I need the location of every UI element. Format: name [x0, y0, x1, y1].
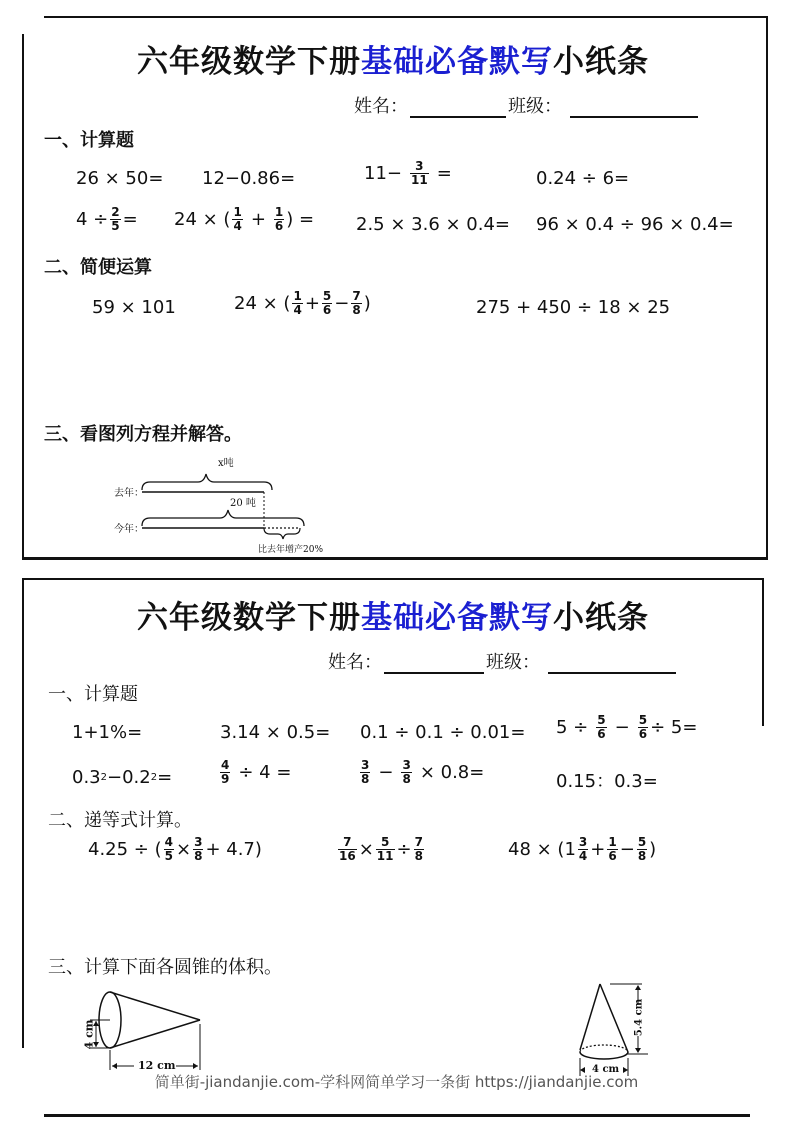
- denominator: 6: [608, 848, 617, 863]
- name-label: 姓名：: [354, 96, 408, 117]
- bar-diagram: [114, 454, 334, 554]
- expression: 2.5 × 3.6 × 0.4=: [356, 214, 511, 235]
- name-class-row: [354, 92, 700, 118]
- denominator: 9: [221, 771, 230, 786]
- numerator: 3: [415, 159, 424, 173]
- expression: 59 × 101: [92, 297, 176, 318]
- denominator: 16: [339, 848, 356, 863]
- name-class-row: [328, 648, 678, 674]
- operator: ×: [358, 838, 374, 860]
- denominator: 11: [411, 172, 428, 187]
- expression: [336, 836, 426, 862]
- expr-text: ): [649, 838, 657, 860]
- name-field[interactable]: [410, 98, 506, 118]
- denominator: 4: [233, 218, 242, 233]
- operator: +: [590, 838, 606, 860]
- denominator: 6: [322, 302, 332, 317]
- height-label: 12 cm: [138, 1059, 176, 1072]
- expr-text: + 4.7): [205, 838, 262, 860]
- denominator: 6: [638, 726, 648, 741]
- section-heading: 三、看图列方程并解答。: [44, 424, 242, 445]
- fraction: [338, 836, 357, 862]
- height-label: 5.4 cm: [633, 998, 645, 1037]
- label-x: x吨: [218, 458, 234, 469]
- operator: ÷: [396, 838, 412, 860]
- numerator: 5: [380, 835, 390, 849]
- fraction: [376, 836, 395, 862]
- fraction: [360, 759, 370, 785]
- title-suffix: 小纸条: [553, 44, 649, 80]
- expr-text: 24 × (: [174, 208, 231, 230]
- expression: 0.15：0.3=: [556, 771, 658, 792]
- expression: [72, 767, 172, 788]
- expr-text: ÷ 5=: [650, 716, 698, 738]
- class-label: 班级：: [486, 652, 540, 673]
- page-title: [22, 36, 764, 81]
- denominator: 4: [578, 848, 588, 863]
- cone-figure-2: [568, 978, 678, 1078]
- fraction: [638, 714, 648, 740]
- fraction: [193, 836, 203, 862]
- denominator: 8: [414, 848, 423, 863]
- numerator: 7: [343, 835, 352, 849]
- numerator: 7: [414, 835, 423, 849]
- fraction: [637, 836, 647, 862]
- numerator: 1: [293, 289, 302, 303]
- denominator: 6: [274, 218, 284, 233]
- denominator: 8: [352, 302, 361, 317]
- expr-text: 24 × (: [234, 292, 291, 314]
- border-bottom: [22, 557, 768, 560]
- section-heading: 一、计算题: [48, 684, 138, 705]
- numerator: 3: [361, 758, 370, 772]
- expr-text: × 0.8=: [419, 761, 485, 783]
- numerator: 3: [402, 758, 411, 772]
- fraction: [401, 759, 411, 785]
- fraction: [274, 206, 284, 232]
- denominator: 5: [164, 848, 173, 863]
- fraction: [220, 759, 230, 785]
- bar-diagram-svg: [114, 454, 334, 554]
- border-left: [22, 34, 24, 559]
- denominator: 8: [402, 771, 411, 786]
- name-field[interactable]: [384, 654, 484, 674]
- numerator: 5: [637, 835, 647, 849]
- section-heading: 二、递等式计算。: [48, 810, 192, 831]
- title-highlight: 基础必备默写: [361, 600, 553, 636]
- expr-text: ) =: [286, 208, 315, 230]
- title-suffix: 小纸条: [553, 600, 649, 636]
- operator: −: [334, 292, 350, 314]
- expression: 0.24 ÷ 6=: [536, 168, 630, 189]
- numerator: 3: [578, 835, 588, 849]
- expression: [358, 759, 484, 785]
- numerator: 7: [352, 289, 361, 303]
- numerator: 1: [233, 205, 242, 219]
- denominator: 4: [293, 302, 302, 317]
- fraction: [110, 206, 120, 232]
- numerator: 5: [597, 713, 606, 727]
- numerator: 2: [111, 205, 120, 219]
- operator: −: [378, 761, 394, 783]
- numerator: 3: [194, 835, 203, 849]
- label-increase: 比去年增产20%: [258, 545, 324, 555]
- numerator: 4: [221, 758, 230, 772]
- expr-text: 0.3: [72, 767, 101, 788]
- operator: −: [614, 716, 630, 738]
- expression: 26 × 50=: [76, 168, 164, 189]
- numerator: 5: [322, 289, 332, 303]
- border-top: [44, 16, 768, 18]
- worksheet-card-1: [22, 16, 764, 559]
- page-title: [22, 592, 764, 637]
- fraction: [164, 836, 174, 862]
- operator: −: [619, 838, 635, 860]
- fraction: [578, 836, 588, 862]
- cone-2-svg: [568, 978, 678, 1078]
- fraction: [596, 714, 606, 740]
- section-heading: 二、简便运算: [44, 257, 152, 278]
- fraction: [232, 206, 242, 232]
- operator: +: [304, 292, 320, 314]
- fraction: [414, 836, 424, 862]
- expression: 1+1%=: [72, 722, 143, 743]
- exponent: 2: [150, 772, 158, 783]
- expression: [508, 836, 656, 862]
- watermark: 简单街-jiandanjie.com-学科网简单学习一条街 https://jiandanjie.com: [154, 1073, 639, 1091]
- expression: [174, 206, 314, 232]
- denominator: 8: [194, 848, 203, 863]
- label-this-year: 今年：: [114, 524, 144, 535]
- expr-text: 11−: [364, 162, 402, 184]
- expr-text: 4.25 ÷ (: [88, 838, 162, 860]
- title-prefix: 六年级数学下册: [137, 600, 361, 636]
- section-heading: 三、计算下面各圆锥的体积。: [48, 957, 282, 978]
- denominator: 8: [361, 771, 370, 786]
- fraction: [322, 290, 332, 316]
- title-highlight: 基础必备默写: [361, 44, 553, 80]
- expression: [364, 160, 452, 186]
- title-prefix: 六年级数学下册: [137, 44, 361, 80]
- operator: ×: [176, 838, 192, 860]
- expr-text: −0.2: [107, 767, 151, 788]
- expression: 275 + 450 ÷ 18 × 25: [476, 297, 671, 318]
- diameter-label: 4 cm: [592, 1064, 620, 1075]
- expr-text: 4 ÷: [76, 208, 109, 230]
- radius-label: 4 cm: [82, 1019, 96, 1050]
- expression: 0.1 ÷ 0.1 ÷ 0.01=: [360, 722, 526, 743]
- expression: [76, 206, 138, 232]
- label-diff: 20 吨: [230, 498, 256, 509]
- denominator: 6: [597, 726, 606, 741]
- class-label: 班级：: [508, 96, 562, 117]
- expression: 12−0.86=: [202, 168, 296, 189]
- expression: 96 × 0.4 ÷ 96 × 0.4=: [536, 214, 734, 235]
- class-field[interactable]: [570, 98, 698, 118]
- expr-text: ÷ 4 =: [238, 761, 292, 783]
- border-right: [766, 16, 768, 559]
- numerator: 4: [164, 835, 173, 849]
- fraction: [292, 290, 302, 316]
- label-last-year: 去年：: [114, 488, 144, 499]
- denominator: 5: [111, 218, 120, 233]
- expr-text: =: [157, 767, 173, 788]
- numerator: 5: [638, 713, 648, 727]
- worksheet-card-2: [22, 578, 764, 1078]
- fraction: [351, 290, 361, 316]
- section-heading: 一、计算题: [44, 130, 134, 151]
- expr-text: =: [122, 208, 138, 230]
- expr-text: 48 × (1: [508, 838, 576, 860]
- expr-text: 5 ÷: [556, 716, 589, 738]
- expression: [218, 759, 291, 785]
- denominator: 11: [376, 848, 394, 863]
- border-top: [22, 578, 764, 580]
- cone-figure-1: [72, 986, 212, 1072]
- expr-text: =: [436, 162, 452, 184]
- numerator: 1: [274, 205, 284, 219]
- class-field[interactable]: [548, 654, 676, 674]
- expression: [234, 290, 371, 316]
- exponent: 2: [100, 772, 108, 783]
- numerator: 1: [608, 835, 617, 849]
- operator: +: [250, 208, 266, 230]
- footer-rule: [44, 1114, 750, 1117]
- name-label: 姓名：: [328, 652, 382, 673]
- expression: 3.14 × 0.5=: [220, 722, 331, 743]
- expr-text: ): [363, 292, 371, 314]
- fraction: [410, 160, 429, 186]
- border-left: [22, 578, 24, 1048]
- expression: [556, 714, 697, 740]
- denominator: 8: [637, 848, 647, 863]
- fraction: [607, 836, 617, 862]
- expression: [88, 836, 262, 862]
